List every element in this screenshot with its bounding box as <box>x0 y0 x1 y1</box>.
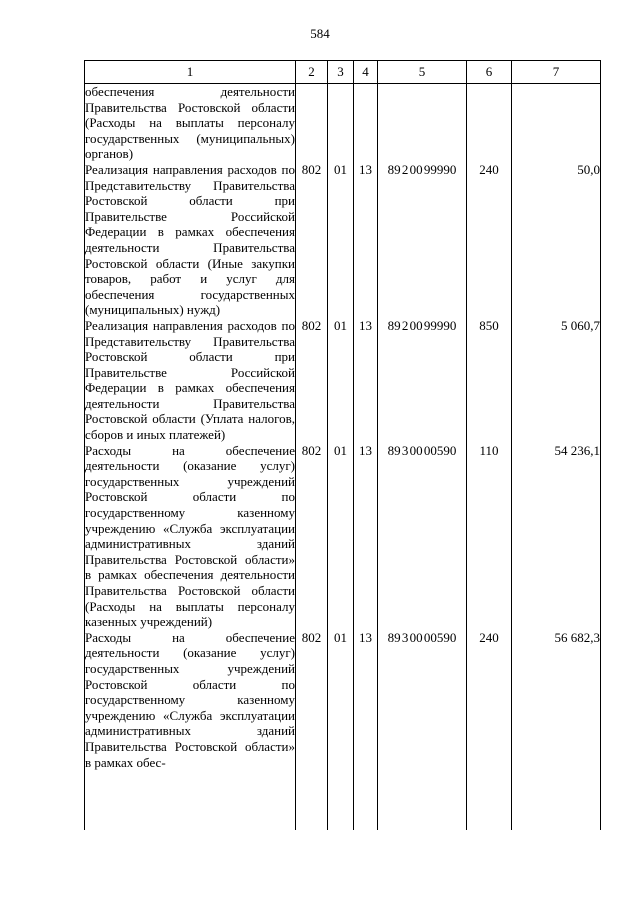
table-row <box>85 162 601 318</box>
ministry-code: 802 <box>296 630 328 830</box>
column-header-5: 5 <box>378 61 467 84</box>
amount: 54 236,1 <box>512 443 601 630</box>
subsection-code <box>354 84 378 162</box>
amount <box>512 84 601 162</box>
target-article-code: 89 3 00 00590 <box>378 443 467 630</box>
amount: 50,0 <box>512 162 601 318</box>
subsection-code: 13 <box>354 318 378 443</box>
column-header-2: 2 <box>296 61 328 84</box>
table-row <box>85 630 601 830</box>
table-row <box>85 84 601 162</box>
expense-type-code: 850 <box>467 318 512 443</box>
subsection-code: 13 <box>354 162 378 318</box>
amount: 56 682,3 <box>512 630 601 830</box>
expense-type-code <box>467 84 512 162</box>
expense-type-code: 240 <box>467 162 512 318</box>
column-header-4: 4 <box>354 61 378 84</box>
table-header <box>85 61 601 84</box>
budget-table <box>84 60 601 830</box>
ministry-code <box>296 84 328 162</box>
ministry-code: 802 <box>296 318 328 443</box>
section-code: 01 <box>328 162 354 318</box>
target-article-code: 89 2 00 99990 <box>378 162 467 318</box>
target-article-code: 89 2 00 99990 <box>378 318 467 443</box>
row-description: Реализация направления расходов по Представительству Правительства Ростовской области при Правительстве Российской Федерации в рамках обеспечения деятельности Правительства Ростовской области (Уплата налогов, сборов и иных платежей) <box>85 317 295 443</box>
amount: 5 060,7 <box>512 318 601 443</box>
row-description: Расходы на обеспечение деятельности (оказание услуг) государственных учреждений Ростовской области по государственному казенному учреждению «Служба эксплуатации административных зданий Правительства Ростовской области» в рамках обеспечения деятельности Правительства Ростовской области (Расходы на выплаты персоналу казенных учреждений) <box>85 442 295 630</box>
row-description: обеспечения деятельности Правительства Ростовской области (Расходы на выплаты персоналу государственных (муниципальных) органов) <box>85 84 295 162</box>
expense-type-code: 240 <box>467 630 512 830</box>
subsection-code: 13 <box>354 443 378 630</box>
section-code <box>328 84 354 162</box>
section-code: 01 <box>328 318 354 443</box>
ministry-code: 802 <box>296 162 328 318</box>
column-header-1: 1 <box>85 61 296 84</box>
column-header-6: 6 <box>467 61 512 84</box>
target-article-code <box>378 84 467 162</box>
table-row <box>85 318 601 443</box>
row-description: Реализация направления расходов по Представительству Правительства Ростовской области при Правительстве Российской Федерации в рамках обеспечения деятельности Правительства Ростовской области (Иные закупки товаров, работ и услуг для обеспечения государственных (муниципальных) нужд) <box>85 161 295 318</box>
section-code: 01 <box>328 630 354 830</box>
table-row <box>85 443 601 630</box>
row-description: Расходы на обеспечение деятельности (оказание услуг) государственных учреждений Ростовской области по государственному казенному учреждению «Служба эксплуатации административных зданий Правительства Ростовской области» в рамках обес- <box>85 630 296 830</box>
column-header-7: 7 <box>512 61 601 84</box>
expense-type-code: 110 <box>467 443 512 630</box>
column-header-3: 3 <box>328 61 354 84</box>
section-code: 01 <box>328 443 354 630</box>
page-number: 584 <box>310 26 330 41</box>
target-article-code: 89 3 00 00590 <box>378 630 467 830</box>
ministry-code: 802 <box>296 443 328 630</box>
subsection-code: 13 <box>354 630 378 830</box>
